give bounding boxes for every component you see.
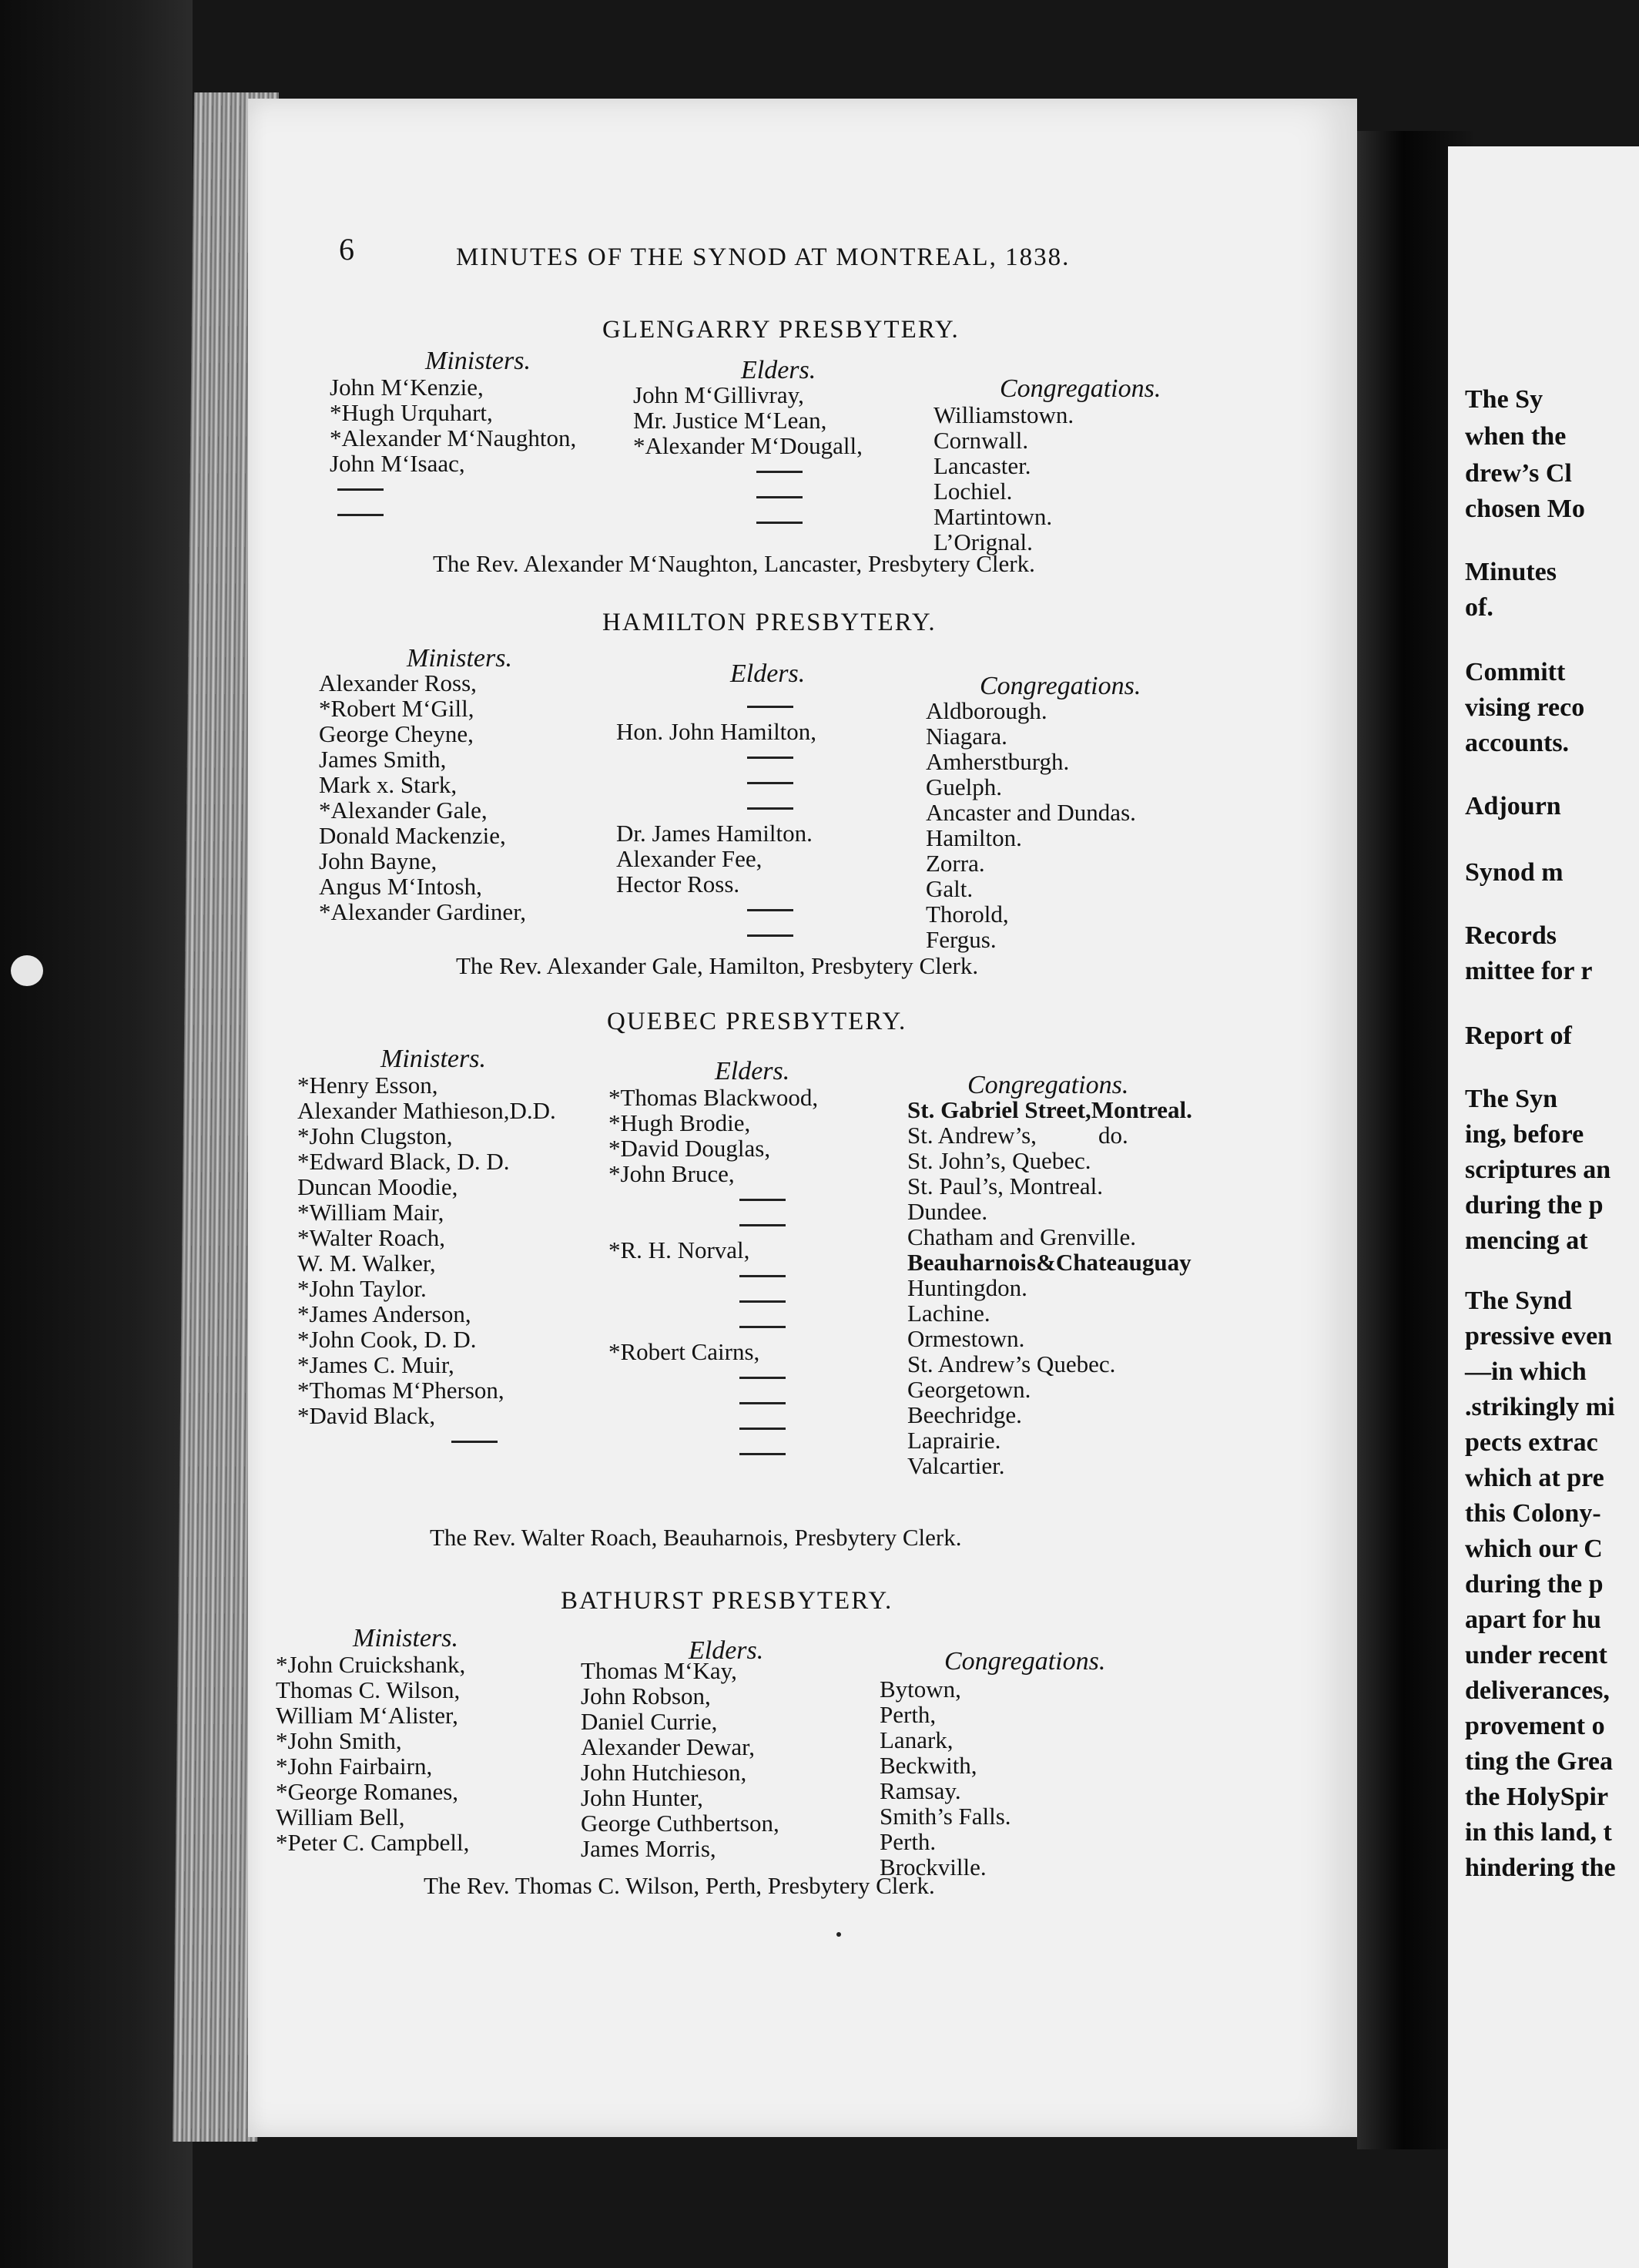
minister-name: *Robert M‘Gill, <box>319 695 474 722</box>
quebec-elders-header: Elders. <box>715 1057 790 1085</box>
blank-dash <box>732 1390 818 1415</box>
facing-text-line: which at pre <box>1465 1464 1604 1492</box>
minister-name: Duncan Moodie, <box>297 1173 458 1200</box>
minister-name: *George Romanes, <box>276 1778 459 1805</box>
elder-name: John Hunter, <box>581 1784 703 1811</box>
facing-text-line: mencing at <box>1465 1226 1588 1255</box>
minister-name: Donald Mackenzie, <box>319 822 506 849</box>
congregation-name: Aldborough. <box>926 697 1047 724</box>
minister-name: *John Taylor. <box>297 1275 427 1302</box>
facing-text-line: The Sy <box>1465 385 1543 414</box>
blank-dash <box>732 1364 818 1390</box>
bathurst-congregations-header: Congregations. <box>944 1647 1106 1676</box>
facing-text-line: Report of <box>1465 1022 1572 1050</box>
blank-dash <box>749 509 863 535</box>
blank-dash <box>749 458 863 484</box>
facing-text-line: scriptures an <box>1465 1156 1611 1184</box>
minister-name: *John Smith, <box>276 1727 402 1754</box>
facing-text-line: The Synd <box>1465 1287 1572 1315</box>
elder-name: Dr. James Hamilton. <box>616 820 813 847</box>
elder-name: Thomas M‘Kay, <box>581 1657 737 1684</box>
scan-speck <box>11 955 43 986</box>
minister-name: *Peter C. Campbell, <box>276 1829 470 1856</box>
congregation-name: Smith’s Falls. <box>880 1803 1011 1830</box>
congregation-name: Ancaster and Dundas. <box>926 799 1136 826</box>
congregation-name: Zorra. <box>926 850 985 877</box>
quebec-ministers <box>297 1072 556 1454</box>
minister-name: *Hugh Urquhart, <box>330 399 493 426</box>
elder-name: *Alexander M‘Dougall, <box>633 432 863 459</box>
blank-dash <box>444 1428 556 1454</box>
elder-name: John Hutchieson, <box>581 1759 747 1786</box>
facing-text-line: in this land, t <box>1465 1818 1612 1847</box>
minister-name: *James Anderson, <box>297 1300 471 1327</box>
facing-text-line: deliverances, <box>1465 1676 1610 1705</box>
facing-text-line: .strikingly mi <box>1465 1393 1615 1421</box>
congregation-name: Fergus. <box>926 926 997 953</box>
blank-dash <box>330 502 576 527</box>
congregation-name: Chatham and Grenville. <box>907 1223 1136 1250</box>
facing-text-line: The Syn <box>1465 1085 1557 1113</box>
congregation-name: Laprairie. <box>907 1427 1001 1454</box>
congregation-name: Amherstburgh. <box>926 748 1070 775</box>
congregation-name: Lanark, <box>880 1726 954 1753</box>
minister-name: *James C. Muir, <box>297 1351 454 1378</box>
minister-name: Thomas C. Wilson, <box>276 1676 461 1703</box>
elder-name: *Hugh Brodie, <box>608 1109 751 1136</box>
elder-name: John M‘Gillivray, <box>633 381 804 408</box>
facing-text-line: pects extrac <box>1465 1428 1598 1457</box>
congregation-name: Georgetown. <box>907 1376 1031 1403</box>
quebec-congregations <box>907 1097 1192 1478</box>
facing-text-line: chosen Mo <box>1465 495 1585 523</box>
hamilton-elders <box>616 693 816 948</box>
hamilton-ministers <box>319 670 526 924</box>
facing-text-line: this Colony- <box>1465 1499 1601 1528</box>
minister-name: Mark x. Stark, <box>319 771 458 798</box>
congregation-name: Guelph. <box>926 773 1003 800</box>
elder-name: *R. H. Norval, <box>608 1236 750 1263</box>
minister-name: *John Cook, D. D. <box>297 1326 477 1353</box>
minister-name: Angus M‘Intosh, <box>319 873 482 900</box>
elder-name: Alexander Dewar, <box>581 1733 755 1760</box>
elder-name: James Morris, <box>581 1835 716 1862</box>
congregation-name: Williamstown. <box>933 401 1074 428</box>
congregation-name: Thorold, <box>926 901 1009 928</box>
minister-name: *Thomas M‘Pherson, <box>297 1377 504 1404</box>
congregation-name: St. John’s, Quebec. <box>907 1147 1091 1174</box>
congregation-name: St. Paul’s, Montreal. <box>907 1173 1104 1199</box>
facing-text-line: ing, before <box>1465 1120 1584 1149</box>
quebec-elders <box>608 1085 818 1466</box>
congregation-name: Lachine. <box>907 1300 990 1327</box>
congregation-name: Hamilton. <box>926 824 1022 851</box>
minister-name: Alexander Ross, <box>319 669 477 696</box>
facing-text-line: mittee for r <box>1465 957 1593 985</box>
congregation-name: Beauharnois&Chateauguay <box>907 1249 1192 1276</box>
minister-name: *Alexander Gale, <box>319 797 488 824</box>
blank-dash <box>732 1263 818 1288</box>
elder-name: Daniel Currie, <box>581 1708 718 1735</box>
congregation-name: Lochiel. <box>933 478 1013 505</box>
minister-name: *William Mair, <box>297 1199 444 1226</box>
blank-dash <box>749 484 863 509</box>
running-head: MINUTES OF THE SYNOD AT MONTREAL, 1838. <box>456 243 1071 271</box>
congregation-name: Brockville. <box>880 1854 987 1880</box>
blank-dash <box>739 770 816 795</box>
facing-text-line: pressive even <box>1465 1322 1613 1350</box>
facing-text-line: the HolySpir <box>1465 1783 1609 1811</box>
minister-name: John M‘Isaac, <box>330 450 465 477</box>
congregation-name: Niagara. <box>926 723 1007 750</box>
congregation-name: Valcartier. <box>907 1452 1005 1479</box>
minister-name: *Edward Black, D. D. <box>297 1148 510 1175</box>
elder-name: Alexander Fee, <box>616 845 763 872</box>
facing-text-line: during the p <box>1465 1570 1604 1599</box>
facing-text-line: Minutes <box>1465 558 1557 586</box>
elder-name: Hector Ross. <box>616 871 740 897</box>
minister-name: *John Clugston, <box>297 1122 453 1149</box>
congregation-name: St. Gabriel Street,Montreal. <box>907 1096 1192 1123</box>
minister-name: *John Cruickshank, <box>276 1651 466 1678</box>
congregation-name: Dundee. <box>907 1198 988 1225</box>
minister-name: Alexander Mathieson,D.D. <box>297 1097 556 1124</box>
blank-dash <box>732 1415 818 1441</box>
congregation-name: Bytown, <box>880 1676 961 1703</box>
hamilton-ministers-header: Ministers. <box>407 644 512 673</box>
minister-name: *Henry Esson, <box>297 1072 438 1099</box>
minister-name: *John Fairbairn, <box>276 1753 433 1780</box>
minister-name: John Bayne, <box>319 847 437 874</box>
congregation-name: Beckwith, <box>880 1752 977 1779</box>
quebec-title: QUEBEC PRESBYTERY. <box>607 1008 907 1035</box>
glengarry-congregations-header: Congregations. <box>1000 374 1161 403</box>
facing-text-line: ting the Grea <box>1465 1747 1614 1776</box>
ditto-mark: do. <box>1098 1122 1128 1149</box>
bathurst-ministers-header: Ministers. <box>353 1624 458 1652</box>
congregation-name: Perth, <box>880 1701 937 1728</box>
blank-dash <box>330 476 576 502</box>
congregation-name: Cornwall. <box>933 427 1029 454</box>
glengarry-ministers-header: Ministers. <box>425 347 531 375</box>
minister-name: *Alexander Gardiner, <box>319 898 527 925</box>
hamilton-elders-header: Elders. <box>730 659 806 688</box>
congregation-name: Huntingdon. <box>907 1274 1027 1301</box>
congregation-name: Lancaster. <box>933 452 1031 479</box>
facing-text-line: Adjourn <box>1465 792 1561 820</box>
hamilton-title: HAMILTON PRESBYTERY. <box>602 609 937 636</box>
elder-name: John Robson, <box>581 1683 711 1709</box>
blank-dash <box>739 922 816 948</box>
minister-name: John M‘Kenzie, <box>330 374 484 401</box>
facing-text-line: during the p <box>1465 1191 1604 1220</box>
facing-text-line: Records <box>1465 921 1557 950</box>
blank-dash <box>739 744 816 770</box>
quebec-congregations-header: Congregations. <box>967 1071 1129 1099</box>
facing-text-line: of. <box>1465 593 1493 622</box>
bathurst-elders-header: Elders. <box>689 1636 764 1665</box>
bathurst-clerk: The Rev. Thomas C. Wilson, Perth, Presbytery Clerk. <box>424 1872 935 1899</box>
congregation-name: Beechridge. <box>907 1401 1022 1428</box>
hamilton-congregations-header: Congregations. <box>980 672 1141 700</box>
bathurst-title: BATHURST PRESBYTERY. <box>561 1587 893 1615</box>
minister-name: George Cheyne, <box>319 720 474 747</box>
facing-text-line: —in which <box>1465 1357 1587 1386</box>
congregation-name: Martintown. <box>933 503 1053 530</box>
glengarry-elders <box>633 382 863 535</box>
minister-name: William M‘Alister, <box>276 1702 458 1729</box>
facing-text-line: provement o <box>1465 1712 1605 1740</box>
blank-dash <box>732 1212 818 1237</box>
elder-name: Hon. John Hamilton, <box>616 718 817 745</box>
elder-name: Mr. Justice M‘Lean, <box>633 407 827 434</box>
minister-name: W. M. Walker, <box>297 1250 436 1277</box>
bathurst-congregations <box>880 1676 1011 1880</box>
facing-text-line: when the <box>1465 422 1567 451</box>
book-page <box>248 99 1357 2137</box>
facing-text-line: accounts. <box>1465 729 1570 757</box>
congregation-name: L’Orignal. <box>933 528 1033 555</box>
glengarry-elders-header: Elders. <box>741 356 816 384</box>
glengarry-clerk: The Rev. Alexander M‘Naughton, Lancaster, Presbytery Clerk. <box>433 550 1035 577</box>
page-dot <box>836 1932 841 1937</box>
congregation-name: Ramsay. <box>880 1777 961 1804</box>
blank-dash <box>739 897 816 922</box>
facing-text-line: Synod m <box>1465 858 1564 887</box>
facing-text-line: vising reco <box>1465 693 1585 722</box>
bathurst-elders <box>581 1658 779 1861</box>
elder-name: George Cuthbertson, <box>581 1810 779 1837</box>
bathurst-ministers <box>276 1652 469 1855</box>
facing-text-line: under recent <box>1465 1641 1607 1669</box>
elder-name: *Robert Cairns, <box>608 1338 760 1365</box>
blank-dash <box>732 1288 818 1313</box>
minister-name: *Alexander M‘Naughton, <box>330 424 577 451</box>
glengarry-ministers <box>330 374 576 527</box>
elder-name: *John Bruce, <box>608 1160 735 1187</box>
congregation-name: Ormestown. <box>907 1325 1025 1352</box>
facing-text-line: Committ <box>1465 658 1566 686</box>
elder-name: *Thomas Blackwood, <box>608 1084 819 1111</box>
blank-dash <box>732 1441 818 1466</box>
facing-text-line: drew’s Cl <box>1465 459 1572 488</box>
minister-name: *David Black, <box>297 1402 436 1429</box>
page-number: 6 <box>339 232 354 267</box>
minister-name: *Walter Roach, <box>297 1224 446 1251</box>
minister-name: James Smith, <box>319 746 447 773</box>
facing-text-line: apart for hu <box>1465 1605 1601 1634</box>
minister-name: William Bell, <box>276 1803 405 1830</box>
blank-dash <box>739 693 816 719</box>
congregation-name: St. Andrew’s Quebec. <box>907 1350 1116 1377</box>
blank-dash <box>732 1313 818 1339</box>
facing-text-line: hindering the <box>1465 1854 1616 1882</box>
quebec-clerk: The Rev. Walter Roach, Beauharnois, Presbytery Clerk. <box>430 1524 962 1551</box>
congregation-name: Galt. <box>926 875 974 902</box>
hamilton-congregations <box>926 698 1136 952</box>
glengarry-congregations <box>933 402 1074 555</box>
elder-name: *David Douglas, <box>608 1135 771 1162</box>
facing-text-line: which our C <box>1465 1535 1603 1563</box>
blank-dash <box>739 795 816 820</box>
quebec-ministers-header: Ministers. <box>380 1045 486 1073</box>
hamilton-clerk: The Rev. Alexander Gale, Hamilton, Presbytery Clerk. <box>456 952 979 979</box>
glengarry-title: GLENGARRY PRESBYTERY. <box>602 316 960 344</box>
left-margin <box>0 0 193 2268</box>
facing-page <box>1448 146 1639 2268</box>
congregation-name: Perth. <box>880 1828 937 1855</box>
blank-dash <box>732 1186 818 1212</box>
congregation-name: St. Andrew’s, do. <box>907 1122 1128 1149</box>
